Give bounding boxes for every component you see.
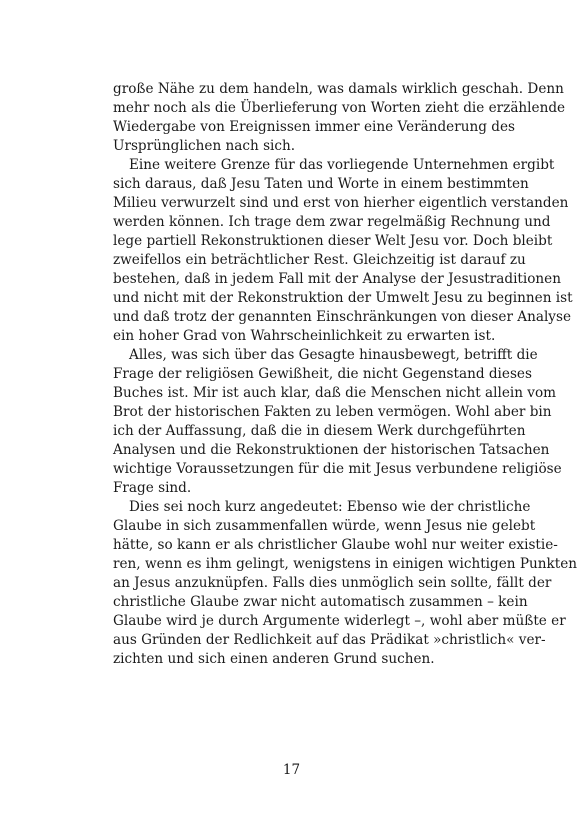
text-line: und nicht mit der Rekonstruktion der Umwelt Jesu zu beginnen ist	[113, 290, 573, 306]
text-line: bestehen, daß in jedem Fall mit der Analyse der Jesustraditionen	[113, 271, 561, 287]
text-line: Dies sei noch kurz angedeutet: Ebenso wie der christliche	[129, 499, 531, 515]
text-line: werden können. Ich trage dem zwar regelmäßig Rechnung und	[113, 214, 551, 230]
text-line: Ursprünglichen nach sich.	[113, 138, 296, 154]
page-number: 17	[282, 762, 301, 778]
text-line: ren, wenn es ihm gelingt, wenigstens in einigen wichtigen Punkten	[113, 556, 578, 572]
text-line: Eine weitere Grenze für das vorliegende Unternehmen ergibt	[129, 157, 555, 173]
text-line: Analysen und die Rekonstruktionen der historischen Tatsachen	[113, 442, 550, 458]
text-line: Milieu verwurzelt sind und erst von hierher eigentlich verstanden	[113, 195, 569, 211]
text-line: Glaube in sich zusammenfallen würde, wenn Jesus nie gelebt	[113, 518, 536, 534]
body-text	[113, 80, 578, 669]
text-line: Brot der historischen Fakten zu leben vermögen. Wohl aber bin	[113, 404, 552, 420]
text-line: Glaube wird je durch Argumente widerlegt –, wohl aber müßte er	[113, 613, 566, 629]
text-line: christliche Glaube zwar nicht automatisch zusammen – kein	[113, 594, 528, 610]
text-line: und daß trotz der genannten Einschränkungen von dieser Analyse	[113, 309, 571, 325]
text-line: aus Gründen der Redlichkeit auf das Prädikat »christlich« ver-	[113, 632, 546, 648]
text-line: ein hoher Grad von Wahrscheinlichkeit zu erwarten ist.	[113, 328, 496, 344]
text-line: Buches ist. Mir ist auch klar, daß die Menschen nicht allein vom	[113, 385, 557, 401]
text-line: sich daraus, daß Jesu Taten und Worte in einem bestimmten	[113, 176, 529, 192]
text-line: Frage sind.	[113, 480, 192, 496]
text-line: lege partiell Rekonstruktionen dieser Welt Jesu vor. Doch bleibt	[113, 233, 553, 249]
text-column	[113, 80, 578, 669]
text-line: ich der Auffassung, daß die in diesem Werk durchgeführten	[113, 423, 526, 439]
text-line: Wiedergabe von Ereignissen immer eine Veränderung des	[113, 119, 515, 135]
text-line: zweifellos ein beträchtlicher Rest. Gleichzeitig ist darauf zu	[113, 252, 526, 268]
text-line: an Jesus anzuknüpfen. Falls dies unmöglich sein sollte, fällt der	[113, 575, 552, 591]
text-line: Frage der religiösen Gewißheit, die nicht Gegenstand dieses	[113, 366, 532, 382]
text-line: wichtige Voraussetzungen für die mit Jesus verbundene religiöse	[113, 461, 562, 477]
text-line: große Nähe zu dem handeln, was damals wirklich geschah. Denn	[113, 81, 564, 97]
text-line: mehr noch als die Überlieferung von Worten zieht die erzählende	[113, 100, 566, 116]
text-line: Alles, was sich über das Gesagte hinausbewegt, betrifft die	[129, 347, 538, 363]
text-line: hätte, so kann er als christlicher Glaube wohl nur weiter existie-	[113, 537, 558, 553]
text-line: zichten und sich einen anderen Grund suchen.	[113, 651, 435, 667]
